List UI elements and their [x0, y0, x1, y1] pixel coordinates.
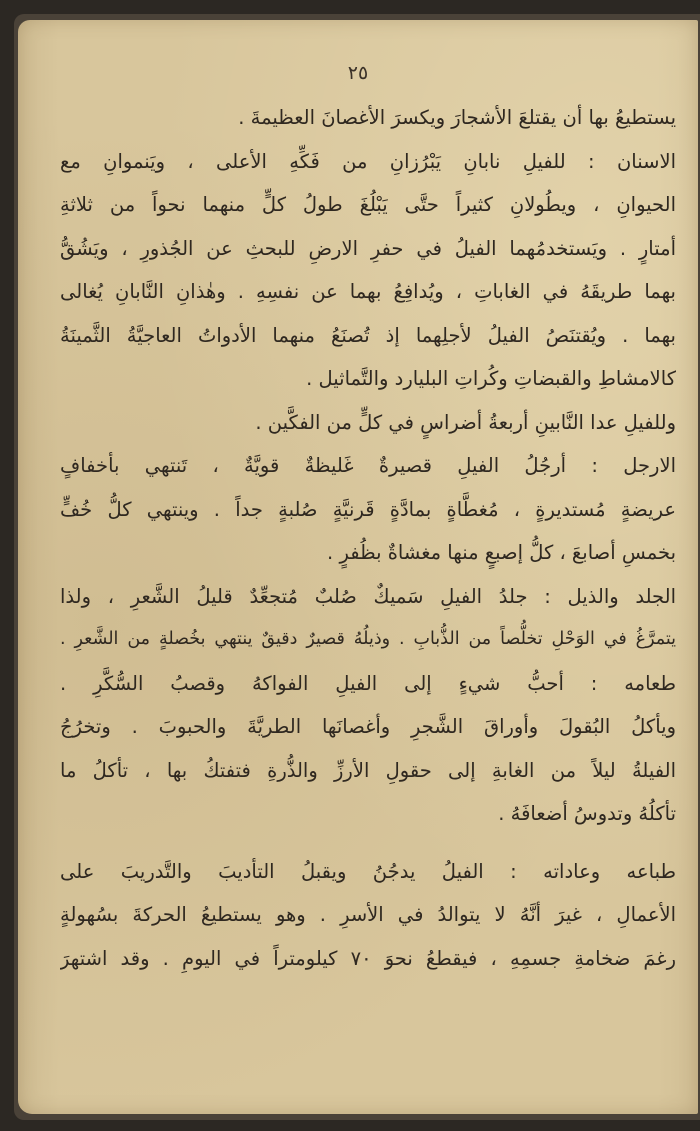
text-line: بخمسِ أصابعَ ، كلُّ إصبعٍ منها مغشاةٌ بظُفرٍ . [327, 541, 676, 564]
text-line: بهما . ويُقتنَصُ الفيلُ لأجلِهما إذ تُصنَعُ منهما الأدواتُ العاجيَّةُ الثَّمينَةُ [60, 323, 676, 347]
text-line: كالامشاطِ والقبضاتِ وكُراتِ البليارد والتَّماثيل . [306, 367, 676, 390]
page-number: ٢٥ [347, 62, 369, 84]
book-page [18, 20, 698, 1114]
section-line-skin-tail: الجلد والذيل : جلدُ الفيلِ سَميكٌ صُلبٌ مُتجعِّدٌ قليلُ الشَّعرِ ، ولذا [60, 584, 676, 608]
text-line: عريضةٍ مُستديرةٍ ، مُغطَّاةٍ بمادَّةٍ قَرنيَّةٍ صُلبةٍ جداً . وينتهي كلُّ خُفٍّ [60, 497, 676, 521]
text-line: ويأكلُ البُقولَ وأوراقَ الشَّجرِ وأغصانَها الطريَّةَ والحبوبَ . وتخرُجُ [60, 715, 676, 738]
text-line: الفيلةُ ليلاً من الغابةِ إلى حقولِ الأرزِّ والذُّرةِ فتفتكُ بها ، تأكلُ ما [60, 758, 676, 782]
text-line: الأعمالِ ، غيرَ أنَّهُ لا يتوالدُ في الأسرِ . وهو يستطيعُ الحركةَ بسُهولةٍ [60, 903, 676, 926]
section-line-legs: الارجل : أرجُلُ الفيلِ قصيرةٌ غَليظةٌ قويَّةٌ ، تَنتهي بأخفافٍ [60, 454, 676, 477]
section-line-habits: طباعه وعاداته : الفيلُ يدجُنُ ويقبلُ التأديبَ والتَّدريبَ على [60, 859, 676, 883]
text-line: أمتارٍ . ويَستخدمُهما الفيلُ في حفرِ الارضِ للبحثِ عن الجُذورِ ، ويَشُقُّ [60, 236, 676, 260]
text-line: يستطيعُ بها أن يقتلعَ الأشجارَ ويكسرَ الأغصانَ العظيمةَ . [238, 106, 676, 129]
body-text [60, 96, 676, 980]
text-line: الحيوانِ ، ويطُولانِ كثيراً حتَّى يَبْلُغَ طولُ كلٍّ منهما نحواً من ثلاثةِ [60, 193, 676, 216]
text-line: تأكلُهُ وتدوسُ أضعافَهُ . [498, 802, 676, 825]
text-line: بهما طريقَهُ في الغاباتِ ، ويُدافِعُ بهما عن نفسِهِ . وهٰذانِ النَّابانِ يُغالى [60, 280, 676, 303]
section-line-food: طعامه : أحبُّ شيءٍ إلى الفيلِ الفواكهُ وقصبُ السُّكَّرِ . [60, 671, 676, 695]
text-line: وللفيلِ عدا النَّابينِ أربعةُ أضراسٍ في كلٍّ من الفكَّين . [255, 410, 676, 434]
section-line-teeth: الاسنان : للفيلِ نابانِ يَبْرُزانِ من فَكِّهِ الأعلى ، ويَنموانِ مع [60, 149, 676, 173]
text-line: رغمَ ضخامةِ جسمِهِ ، فيقطعُ نحوَ ٧٠ كيلومتراً في اليومِ . وقد اشتهرَ [60, 946, 676, 970]
text-line: يتمرَّغُ في الوَحْلِ تخلُّصاً من الذُّبابِ . وذيلُهُ قصيرٌ دقيقٌ ينتهي بخُصلةٍ من الشَّعرِ . [60, 629, 676, 649]
